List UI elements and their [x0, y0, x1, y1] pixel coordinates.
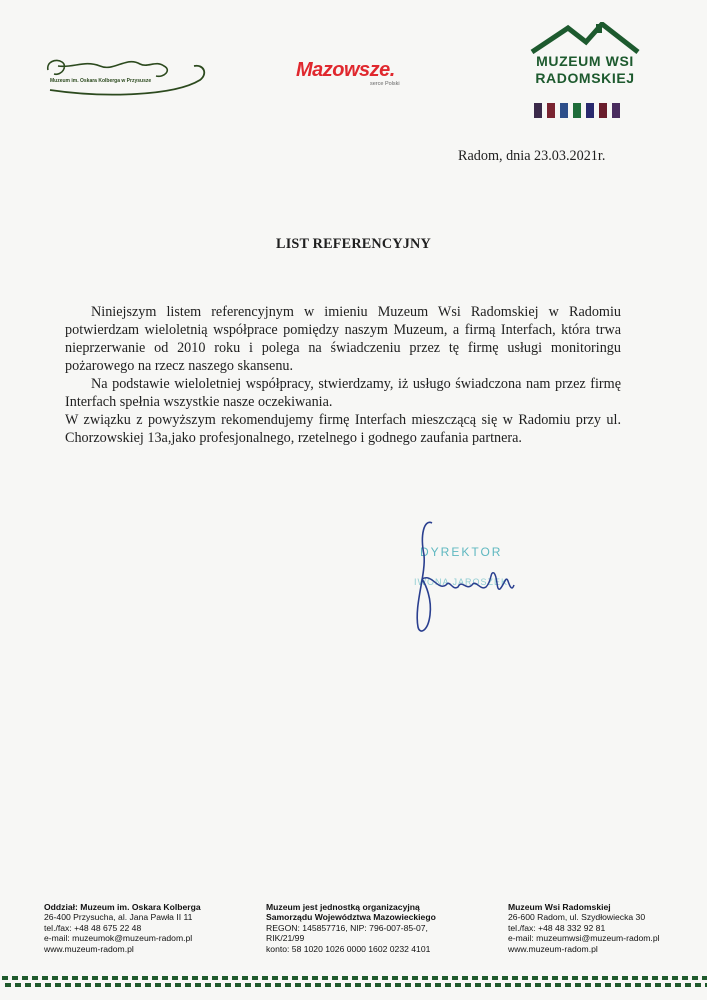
footer-line: konto: 58 1020 1026 0000 1602 0232 4101 — [266, 943, 431, 954]
border-mark — [612, 976, 618, 980]
footer-line: Samorządu Województwa Mazowieckiego — [266, 912, 436, 923]
border-mark — [632, 976, 638, 980]
stamp-title: DYREKTOR — [420, 545, 503, 559]
director-signature — [402, 515, 522, 640]
border-mark — [485, 983, 491, 987]
logo-stripe — [547, 103, 555, 118]
border-mark — [365, 983, 371, 987]
border-mark — [625, 983, 631, 987]
border-mark — [392, 976, 398, 980]
letter-paragraph: Na podstawie wieloletniej współpracy, stwierdzamy, iż usługo świadczona nam przez firmę Interfach spełnia wszystkie nasze oczekiwania. — [65, 376, 621, 410]
border-mark — [65, 983, 71, 987]
logo-stripe — [560, 103, 568, 118]
border-mark — [445, 983, 451, 987]
border-mark — [55, 983, 61, 987]
border-mark — [645, 983, 651, 987]
letter-paragraph: W związku z powyższym rekomendujemy firmę Interfach mieszczącą się w Radomiu przy ul. Chorzowskiej 13a,jako profesjonalnego, rzetelnego i godnego zaufania partnera. — [65, 412, 621, 446]
border-mark — [125, 983, 131, 987]
border-mark — [615, 983, 621, 987]
logo-stripe — [573, 103, 581, 118]
footer-website[interactable]: www.muzeum-radom.pl — [44, 943, 134, 954]
border-mark — [175, 983, 181, 987]
border-mark — [12, 976, 18, 980]
border-mark — [662, 976, 668, 980]
border-mark — [292, 976, 298, 980]
border-mark — [215, 983, 221, 987]
border-mark — [135, 983, 141, 987]
border-mark — [695, 983, 701, 987]
border-mark — [115, 983, 121, 987]
border-mark — [335, 983, 341, 987]
footer-line: 26-600 Radom, ul. Szydłowiecka 30 — [508, 912, 646, 923]
border-mark — [462, 976, 468, 980]
footer-email[interactable]: e-mail: muzeumok@muzeum-radom.pl — [44, 933, 193, 944]
border-mark — [35, 983, 41, 987]
border-mark — [505, 983, 511, 987]
border-mark — [295, 983, 301, 987]
border-mark — [255, 983, 261, 987]
border-mark — [82, 976, 88, 980]
border-mark — [305, 983, 311, 987]
border-mark — [252, 976, 258, 980]
footer-line: tel./fax: +48 48 675 22 48 — [44, 922, 142, 933]
border-mark — [382, 976, 388, 980]
border-mark — [32, 976, 38, 980]
letter-date: Radom, dnia 23.03.2021r. — [458, 148, 606, 164]
border-mark — [15, 983, 21, 987]
border-mark — [105, 983, 111, 987]
border-mark — [75, 983, 81, 987]
museum-logo-line2: RADOMSKIEJ — [535, 70, 635, 86]
border-mark — [245, 983, 251, 987]
border-mark — [165, 983, 171, 987]
border-mark — [552, 976, 558, 980]
footer-email[interactable]: e-mail: muzeumwsi@muzeum-radom.pl — [508, 933, 660, 944]
border-mark — [272, 976, 278, 980]
border-mark — [235, 983, 241, 987]
border-mark — [52, 976, 58, 980]
border-mark — [185, 983, 191, 987]
border-mark — [202, 976, 208, 980]
museum-logo-line1: MUZEUM WSI — [536, 53, 634, 69]
footer-line: REGON: 145857716, NIP: 796-007-85-07, — [266, 922, 428, 933]
footer-line: RIK/21/99 — [266, 933, 305, 944]
border-mark — [402, 976, 408, 980]
border-mark — [355, 983, 361, 987]
border-mark — [422, 976, 428, 980]
footer-line: Muzeum jest jednostką organizacyjną — [266, 902, 420, 912]
border-mark — [62, 976, 68, 980]
roof-icon — [528, 22, 642, 54]
border-mark — [182, 976, 188, 980]
border-mark — [352, 976, 358, 980]
border-mark — [242, 976, 248, 980]
border-mark — [602, 976, 608, 980]
footer-website[interactable]: www.muzeum-radom.pl — [508, 943, 598, 954]
border-mark — [172, 976, 178, 980]
border-mark — [112, 976, 118, 980]
border-mark — [412, 976, 418, 980]
border-mark — [362, 976, 368, 980]
mazowsze-logo-word: Mazowsze. — [296, 59, 395, 81]
border-mark — [495, 983, 501, 987]
border-mark — [282, 976, 288, 980]
border-mark — [455, 983, 461, 987]
border-mark — [535, 983, 541, 987]
border-mark — [262, 976, 268, 980]
border-mark — [275, 983, 281, 987]
border-mark — [342, 976, 348, 980]
border-mark — [5, 983, 11, 987]
logo-stripe — [599, 103, 607, 118]
border-mark — [372, 976, 378, 980]
logo-stripe — [534, 103, 542, 118]
border-mark — [482, 976, 488, 980]
stamp-name: IWONA JAROSZEK — [414, 577, 509, 587]
footer-branch — [44, 902, 201, 954]
border-mark — [522, 976, 528, 980]
border-mark — [315, 983, 321, 987]
border-mark — [132, 976, 138, 980]
border-mark — [142, 976, 148, 980]
border-mark — [285, 983, 291, 987]
footer-line: 26-400 Przysucha, al. Jana Pawła II 11 — [44, 912, 193, 923]
border-mark — [582, 976, 588, 980]
border-mark — [512, 976, 518, 980]
border-mark — [195, 983, 201, 987]
footer-line: Oddział: Muzeum im. Oskara Kolberga — [44, 902, 201, 912]
letter-body — [65, 303, 621, 447]
border-mark — [302, 976, 308, 980]
border-mark — [442, 976, 448, 980]
museum-logo — [528, 22, 642, 122]
border-mark — [642, 976, 648, 980]
border-mark — [395, 983, 401, 987]
border-mark — [102, 976, 108, 980]
footer-organization — [266, 902, 436, 954]
border-mark — [312, 976, 318, 980]
letter-title: LIST REFERENCYJNY — [276, 236, 431, 252]
border-mark — [145, 983, 151, 987]
border-mark — [265, 983, 271, 987]
border-mark — [502, 976, 508, 980]
border-mark — [122, 976, 128, 980]
border-mark — [452, 976, 458, 980]
border-mark — [415, 983, 421, 987]
footer-line: tel./fax: +48 48 332 92 81 — [508, 922, 606, 933]
border-mark — [665, 983, 671, 987]
border-mark — [42, 976, 48, 980]
border-mark — [332, 976, 338, 980]
border-mark — [25, 983, 31, 987]
mazowsze-logo — [296, 59, 416, 91]
logo-stripe — [586, 103, 594, 118]
border-mark — [205, 983, 211, 987]
footer-line: Muzeum Wsi Radomskiej — [508, 902, 611, 912]
border-mark — [192, 976, 198, 980]
border-mark — [692, 976, 698, 980]
border-mark — [475, 983, 481, 987]
border-mark — [345, 983, 351, 987]
border-mark — [655, 983, 661, 987]
kolberg-signature-image — [44, 48, 210, 104]
border-mark — [432, 976, 438, 980]
border-mark — [685, 983, 691, 987]
border-mark — [592, 976, 598, 980]
border-mark — [675, 983, 681, 987]
border-mark — [525, 983, 531, 987]
border-mark — [622, 976, 628, 980]
kolberg-logo — [44, 48, 210, 104]
border-mark — [85, 983, 91, 987]
border-mark — [325, 983, 331, 987]
border-mark — [652, 976, 658, 980]
border-mark — [375, 983, 381, 987]
border-mark — [492, 976, 498, 980]
border-mark — [605, 983, 611, 987]
border-mark — [542, 976, 548, 980]
border-mark — [225, 983, 231, 987]
border-mark — [515, 983, 521, 987]
border-mark — [465, 983, 471, 987]
border-mark — [162, 976, 168, 980]
footer-main-museum — [508, 902, 660, 954]
border-mark — [155, 983, 161, 987]
border-mark — [425, 983, 431, 987]
border-mark — [72, 976, 78, 980]
border-mark — [405, 983, 411, 987]
border-mark — [562, 976, 568, 980]
border-mark — [565, 983, 571, 987]
border-mark — [595, 983, 601, 987]
border-mark — [435, 983, 441, 987]
border-mark — [212, 976, 218, 980]
logo-stripe — [612, 103, 620, 118]
mazowsze-logo-tagline: serce Polski — [370, 81, 400, 87]
border-mark — [152, 976, 158, 980]
border-mark — [2, 976, 8, 980]
kolberg-logo-subtitle: Muzeum im. Oskara Kolberga w Przysusze — [50, 78, 152, 84]
museum-logo-stripes — [534, 103, 620, 118]
border-mark — [45, 983, 51, 987]
border-mark — [92, 976, 98, 980]
handwritten-signature-image — [402, 515, 522, 640]
border-mark — [555, 983, 561, 987]
border-mark — [702, 976, 707, 980]
border-mark — [472, 976, 478, 980]
letter-paragraph: Niniejszym listem referencyjnym w imieniu Muzeum Wsi Radomskiej w Radomiu potwierdzam wieloletnią współprace pomiędzy naszym Muzeum, a firmą Interfach, która trwa nieprzerwanie od 2010 roku i polega na świadczeniu przez tę firmę usługi monitoringu pożarowego na rzecz naszego skansenu. — [65, 304, 621, 374]
border-mark — [585, 983, 591, 987]
border-mark — [95, 983, 101, 987]
border-mark — [545, 983, 551, 987]
border-mark — [682, 976, 688, 980]
border-mark — [572, 976, 578, 980]
border-mark — [222, 976, 228, 980]
border-mark — [575, 983, 581, 987]
border-mark — [22, 976, 28, 980]
border-mark — [385, 983, 391, 987]
decorative-bottom-border — [0, 975, 707, 989]
border-mark — [322, 976, 328, 980]
border-mark — [672, 976, 678, 980]
border-mark — [232, 976, 238, 980]
border-mark — [635, 983, 641, 987]
border-mark — [532, 976, 538, 980]
